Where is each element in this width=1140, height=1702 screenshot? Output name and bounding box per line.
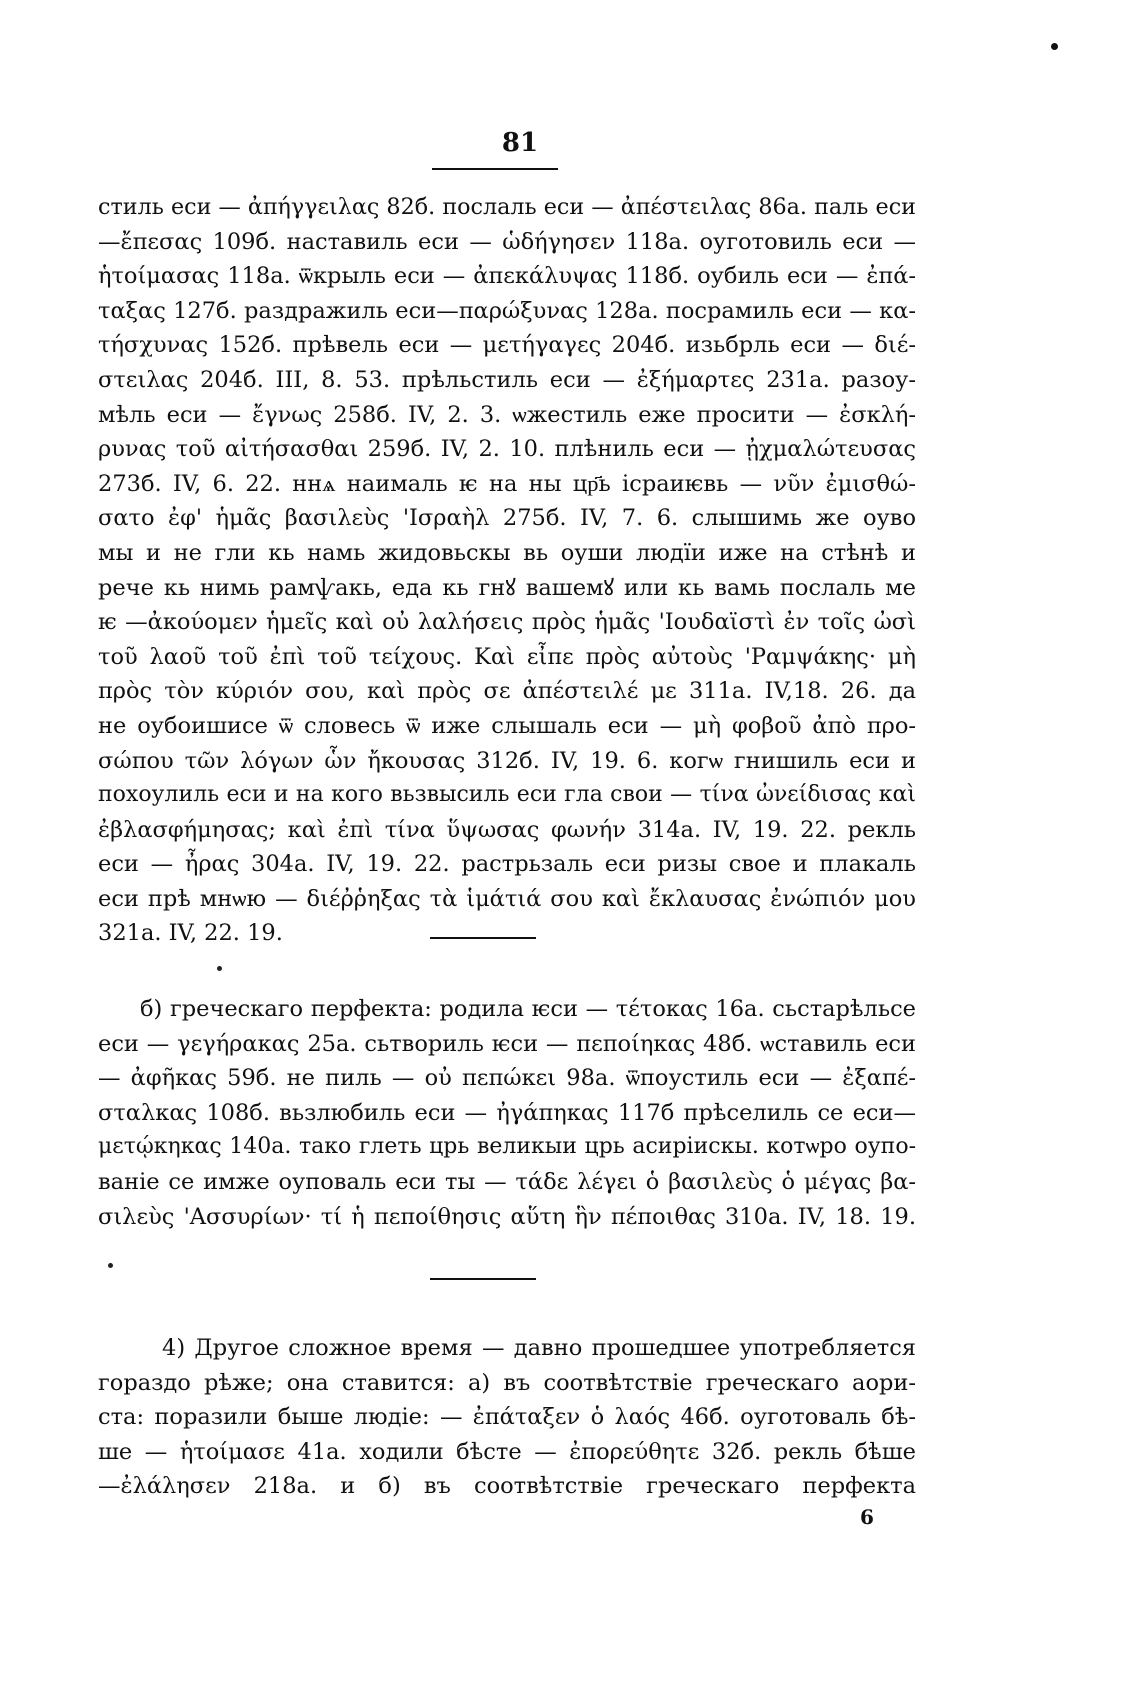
text-line: τήσχυνας 152б. прѣвель еси — μετήγαγες 204б. изьбрль еси — διέ- xyxy=(98,332,916,359)
paragraph-pluperfect xyxy=(98,1331,916,1504)
text-line: ста: поразили быше людіе: — ἐπάταξεν ὁ λαός 46б. оуготоваль бѣ- xyxy=(98,1404,916,1431)
text-line: —ἔπεσας 109б. наставиль еси — ὡδήγησεν 118а. оуготовиль еси — xyxy=(98,228,916,255)
ink-speck xyxy=(108,1263,113,1268)
signature-mark: 6 xyxy=(860,1505,874,1529)
text-line: ἐβλασφήμησας; καὶ ἐπὶ τίνα ὕψωσας φωνήν 314а. IV, 19. 22. рекль xyxy=(98,816,916,843)
text-line: 321а. IV, 22. 19. xyxy=(98,920,283,947)
text-line: еси — γεγήρακας 25а. сьтвориль ѥси — πεποίηκας 48б. ѡставиль еси xyxy=(98,1030,916,1057)
text-line: не оубоишисе ѿ словесь ѿ иже слышаль еси — μὴ φοβοῦ ἀπὸ προ- xyxy=(98,712,916,739)
text-line: б) греческаго перфекта: родила ѥси — τέτοκας 16а. сьстарѣльсе xyxy=(140,996,916,1022)
text-line: похоулиль еси и на кого вьзвысиль еси гла свои — τίνα ὠνείδισας καὶ xyxy=(98,782,916,808)
paragraph-aorist-examples xyxy=(98,190,916,951)
text-line: σταλκας 108б. вьзлюбиль еси — ἠγάπηκας 117б прѣселиль се еси— xyxy=(98,1099,916,1126)
text-line: рече кь нимь рамѱакь, еда кь гнꙋ вашемꙋ или кь вамь послаль ме xyxy=(98,574,916,601)
text-line: ѥ —ἀκούομεν ἡμεῖς καὶ οὐ λαλήσεις πρὸς ἡμᾶς 'Ιουδαϊστὶ ἐν τοῖς ὠσὶ xyxy=(98,609,916,636)
text-line: мы и не гли кь намь жидовьскы вь оуши людїи иже на стѣнѣ и xyxy=(98,539,916,566)
ink-speck xyxy=(1051,43,1058,50)
text-line: ваніе се имже оуповаль еси ты — τάδε λέγει ὁ βασιλεὺς ὁ μέγας βα- xyxy=(98,1168,916,1195)
text-line: гораздо рѣже; она ставится: а) въ соотвѣтствіе греческаго аори- xyxy=(98,1369,916,1396)
text-line: 273б. IV, 6. 22. ннѧ наималь ѥ на ны цр҃ь ісраиѥвь — νῦν ἐμισθώ- xyxy=(98,470,916,497)
text-line: σατο ἐφ' ἡμᾶς βασιλεὺς 'Ισραὴλ 275б. IV, 7. 6. слышимь же оуво xyxy=(98,505,916,532)
page-number: 81 xyxy=(501,128,539,158)
paragraph-perfect-examples xyxy=(98,992,916,1234)
text-line: стиль еси — ἀπήγγειλας 82б. послаль еси — ἀπέστειλας 86а. паль еси xyxy=(98,194,916,220)
text-line: еси — ἦρας 304а. IV, 19. 22. растрьзаль еси ризы свое и плакаль xyxy=(98,851,916,878)
section-divider xyxy=(430,937,536,939)
ink-speck xyxy=(217,966,222,971)
text-line: πρὸς τὸν κύριόν σου, καὶ πρὸς σε ἀπέστειλέ με 311а. IV,18. 26. да xyxy=(98,678,916,705)
text-line: σώπου τῶν λόγων ὧν ἤκουσας 312б. IV, 19. 6. когѡ гнишиль еси и xyxy=(98,747,916,774)
text-line: ше — ἡτοίμασε 41а. ходили бѣсте — ἐπορεύθητε 32б. рекль бѣше xyxy=(98,1438,916,1465)
page-number-rule xyxy=(432,168,558,170)
text-line: еси прѣ мнѡю — διέῤῥηξας τὰ ἱμάτιά σου καὶ ἔκλαυσας ἐνώπιόν μου xyxy=(98,885,916,912)
text-line: στειλας 204б. III, 8. 53. прѣльстиль еси — ἐξήμαρτες 231а. разоу- xyxy=(98,366,916,393)
text-line: 4) Другое сложное время — давно прошедшее употребляется xyxy=(162,1335,916,1361)
section-divider xyxy=(430,1278,536,1280)
text-line: τοῦ λαοῦ τοῦ ἐπὶ τοῦ τείχους. Καὶ εἶπε πρὸς αὐτοὺς 'Ραμψάκης· μὴ xyxy=(98,643,916,670)
text-line: ταξας 127б. раздражиль еси—παρώξυνας 128а. посрамиль еси — κα- xyxy=(98,297,916,324)
text-line: ἡτοίμασας 118а. ѿкрыль еси — ἀπεκάλυψας 118б. оубиль еси — ἐπά- xyxy=(98,263,916,290)
text-line: ρυνας τοῦ αἰτήσασθαι 259б. IV, 2. 10. плѣниль еси — ᾐχμαλώτευσας xyxy=(98,436,916,463)
text-line: —ἐλάλησεν 218а. и б) въ соотвѣтствіе греческаго перфекта xyxy=(98,1473,916,1500)
text-line: мѣль еси — ἔγνως 258б. IV, 2. 3. ѡжестиль еже просити — ἐσκλή- xyxy=(98,401,916,428)
text-line: — ἀφῆκας 59б. не пиль — οὐ πεπώκει 98а. ѿпоустиль еси — ἐξαπέ- xyxy=(98,1065,916,1092)
text-line: μετῴκηκας 140а. тако глеть црь великыи црь асиріискы. котѡро оупо- xyxy=(98,1134,916,1160)
text-line: σιλεὺς 'Ασσυρίων· τί ἡ πεποίθησις αὕτη ἣν πέποιθας 310а. IV, 18. 19. xyxy=(98,1203,916,1230)
